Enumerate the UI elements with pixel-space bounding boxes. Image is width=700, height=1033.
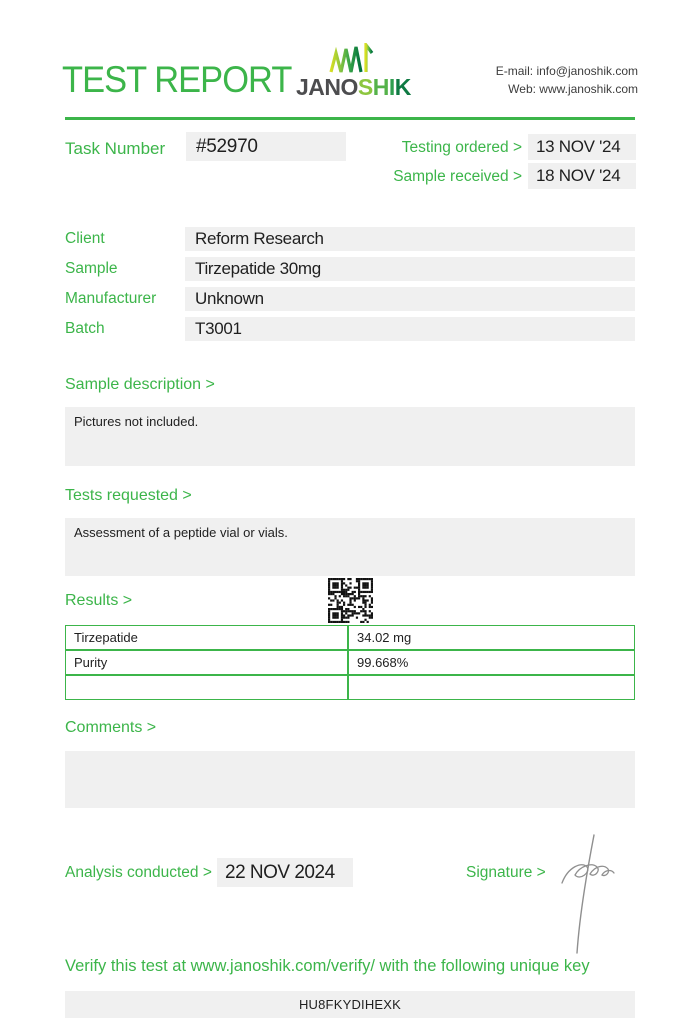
analysis-conducted-label: Analysis conducted > <box>65 864 212 881</box>
info-row-client <box>65 227 635 251</box>
signature-label: Signature > <box>466 864 546 881</box>
info-label: Sample <box>65 260 118 277</box>
qr-code <box>328 578 373 623</box>
janoshik-logo <box>296 74 411 101</box>
testing-ordered-value: 13 NOV '24 <box>528 134 636 160</box>
logo-jano: JANO <box>296 74 358 100</box>
section-heading-comments: Comments > <box>65 719 157 736</box>
email-value: info@janoshik.com <box>536 64 638 78</box>
info-value: Reform Research <box>185 227 635 251</box>
info-row-sample <box>65 257 635 281</box>
info-label: Client <box>65 230 105 247</box>
page-title: TEST REPORT <box>62 59 292 100</box>
sample-info-list <box>65 227 635 341</box>
testing-ordered-label: Testing ordered > <box>401 139 522 156</box>
section-heading-sample-description: Sample description > <box>65 376 215 393</box>
info-row-manufacturer <box>65 287 635 311</box>
email-line <box>496 62 638 80</box>
info-value: Unknown <box>185 287 635 311</box>
result-value <box>348 675 635 700</box>
comments-box <box>65 751 635 808</box>
result-value: 34.02 mg <box>348 625 635 650</box>
result-value: 99.668% <box>348 650 635 675</box>
web-line <box>496 80 638 98</box>
task-number-label: Task Number <box>65 139 166 158</box>
task-number-value: #52970 <box>186 132 346 161</box>
info-label: Batch <box>65 320 105 337</box>
result-name: Purity <box>65 650 348 675</box>
web-value: www.janoshik.com <box>539 82 638 96</box>
section-heading-results: Results > <box>65 592 133 609</box>
analysis-date-value: 22 NOV 2024 <box>217 858 353 887</box>
sample-description-text: Pictures not included. <box>74 414 199 429</box>
section-heading-tests-requested: Tests requested > <box>65 487 192 504</box>
header-divider <box>65 117 635 120</box>
sample-description-box <box>65 407 635 466</box>
result-name <box>65 675 348 700</box>
verify-key-box <box>65 991 635 1018</box>
result-name: Tirzepatide <box>65 625 348 650</box>
sample-received-value: 18 NOV '24 <box>528 163 636 189</box>
contact-info <box>496 62 638 98</box>
results-table <box>65 625 635 700</box>
tests-requested-box <box>65 518 635 576</box>
logo-shik: SHIK <box>357 74 411 100</box>
info-value: T3001 <box>185 317 635 341</box>
verify-key-value: HU8FKYDIHEXK <box>298 997 402 1012</box>
info-row-batch <box>65 317 635 341</box>
sample-received-label: Sample received > <box>393 168 522 185</box>
email-label: E-mail: <box>495 64 534 78</box>
web-label: Web: <box>508 82 536 96</box>
tests-requested-text: Assessment of a peptide vial or vials. <box>74 525 288 540</box>
info-label: Manufacturer <box>65 290 157 307</box>
verify-text: Verify this test at www.janoshik.com/verify/ with the following unique key <box>65 957 590 975</box>
info-value: Tirzepatide 30mg <box>185 257 635 281</box>
signature-image <box>556 831 618 962</box>
